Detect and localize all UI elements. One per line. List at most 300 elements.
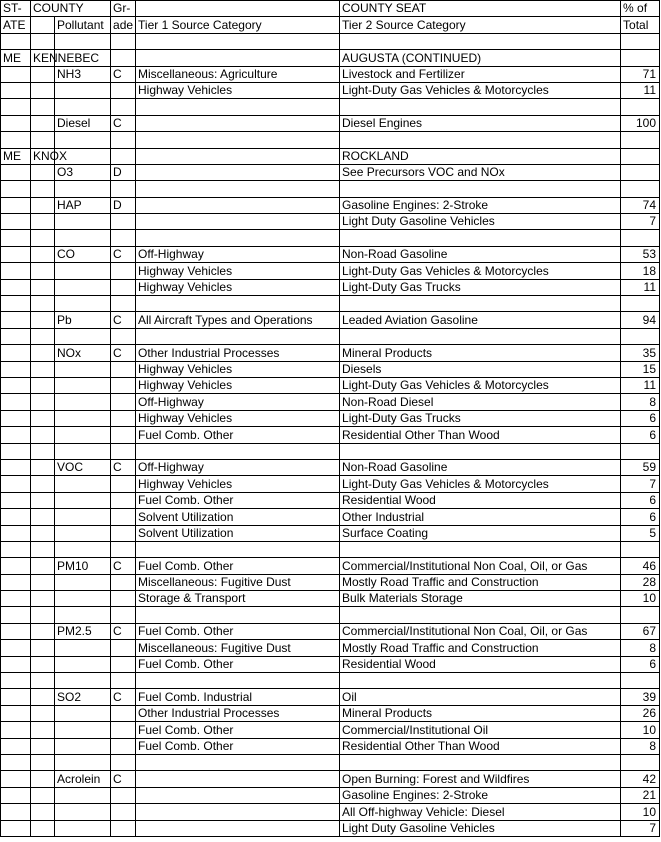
tier1-cell: Tier 1 Source Category (136, 17, 340, 33)
county-cell (31, 541, 55, 557)
county-cell (31, 558, 55, 574)
table-row (1, 410, 660, 426)
tier1-cell: Highway Vehicles (136, 279, 340, 295)
tier1-cell (136, 296, 340, 312)
tier1-cell: Off-Highway (136, 459, 340, 475)
tier1-cell (136, 214, 340, 230)
percent-cell (621, 328, 660, 344)
grade-cell (111, 427, 136, 443)
grade-cell: D (111, 197, 136, 213)
tier2-cell: Light Duty Gasoline Vehicles (340, 214, 621, 230)
grade-cell: C (111, 312, 136, 328)
county-cell: COUNTY (31, 1, 111, 17)
percent-cell: 7 (621, 476, 660, 492)
percent-cell: 21 (621, 787, 660, 803)
pollutant-cell (55, 99, 111, 115)
percent-cell: 100 (621, 115, 660, 131)
county-cell (31, 377, 55, 393)
percent-cell: 28 (621, 574, 660, 590)
percent-cell: 11 (621, 377, 660, 393)
state-cell: ME (1, 148, 31, 164)
tier2-cell: All Off-highway Vehicle: Diesel (340, 804, 621, 820)
state-cell (1, 476, 31, 492)
tier1-cell (136, 148, 340, 164)
tier2-cell: Mostly Road Traffic and Construction (340, 640, 621, 656)
tier2-cell: Light-Duty Gas Vehicles & Motorcycles (340, 476, 621, 492)
tier2-cell: Gasoline Engines: 2-Stroke (340, 787, 621, 803)
table-row (1, 328, 660, 344)
state-cell (1, 787, 31, 803)
state-cell (1, 66, 31, 82)
table-row (1, 689, 660, 705)
tier1-cell: Fuel Comb. Other (136, 722, 340, 738)
table-row (1, 148, 660, 164)
state-cell (1, 296, 31, 312)
tier1-cell: Fuel Comb. Other (136, 623, 340, 639)
grade-cell (111, 394, 136, 410)
pollutant-cell: SO2 (55, 689, 111, 705)
state-cell (1, 377, 31, 393)
state-cell (1, 410, 31, 426)
county-cell (31, 164, 55, 180)
state-cell (1, 33, 31, 49)
tier1-cell (136, 33, 340, 49)
grade-cell (111, 509, 136, 525)
percent-cell (621, 296, 660, 312)
pollutant-cell: Acrolein (55, 771, 111, 787)
state-cell (1, 689, 31, 705)
grade-cell: C (111, 246, 136, 262)
tier1-cell (136, 1, 340, 17)
pollutant-cell (55, 296, 111, 312)
table-row (1, 705, 660, 721)
pollutant-cell (55, 263, 111, 279)
tier2-cell: Non-Road Gasoline (340, 459, 621, 475)
grade-cell (111, 673, 136, 689)
table-row (1, 82, 660, 98)
table-row (1, 541, 660, 557)
pollutant-cell: Diesel (55, 115, 111, 131)
table-row (1, 607, 660, 623)
grade-cell (111, 230, 136, 246)
pollutant-cell (55, 181, 111, 197)
grade-cell (111, 722, 136, 738)
table-row (1, 591, 660, 607)
table-row (1, 132, 660, 148)
percent-cell: 26 (621, 705, 660, 721)
table-row (1, 771, 660, 787)
pollutant-cell (55, 492, 111, 508)
percent-cell: 42 (621, 771, 660, 787)
tier1-cell (136, 771, 340, 787)
tier1-cell: Fuel Comb. Other (136, 492, 340, 508)
pollutant-cell (55, 33, 111, 49)
grade-cell (111, 574, 136, 590)
grade-cell (111, 591, 136, 607)
grade-cell (111, 410, 136, 426)
state-cell (1, 574, 31, 590)
county-cell (31, 345, 55, 361)
grade-cell (111, 541, 136, 557)
grade-cell: C (111, 345, 136, 361)
tier1-cell: Fuel Comb. Other (136, 427, 340, 443)
tier2-cell: Diesels (340, 361, 621, 377)
percent-cell (621, 181, 660, 197)
percent-cell: 8 (621, 738, 660, 754)
percent-cell: 94 (621, 312, 660, 328)
percent-cell (621, 673, 660, 689)
table-row (1, 509, 660, 525)
table-row (1, 427, 660, 443)
percent-cell: 15 (621, 361, 660, 377)
county-cell (31, 476, 55, 492)
county-cell (31, 722, 55, 738)
percent-cell: 8 (621, 640, 660, 656)
tier1-cell: Highway Vehicles (136, 263, 340, 279)
state-cell (1, 673, 31, 689)
table-row (1, 459, 660, 475)
pollutant-cell (55, 640, 111, 656)
tier2-cell: Non-Road Gasoline (340, 246, 621, 262)
grade-cell: C (111, 771, 136, 787)
state-cell (1, 459, 31, 475)
state-cell (1, 246, 31, 262)
tier1-cell (136, 804, 340, 820)
tier1-cell: Off-Highway (136, 394, 340, 410)
table-row (1, 804, 660, 820)
table-row (1, 66, 660, 82)
state-cell (1, 623, 31, 639)
county-cell (31, 640, 55, 656)
county-cell (31, 656, 55, 672)
percent-cell: 7 (621, 214, 660, 230)
pollutant-cell (55, 377, 111, 393)
tier2-cell: Leaded Aviation Gasoline (340, 312, 621, 328)
tier2-cell (340, 541, 621, 557)
state-cell (1, 345, 31, 361)
state-cell (1, 82, 31, 98)
county-cell (31, 623, 55, 639)
pollutant-cell (55, 673, 111, 689)
county-cell (31, 296, 55, 312)
county-cell (31, 738, 55, 754)
table-row (1, 361, 660, 377)
percent-cell: 35 (621, 345, 660, 361)
county-cell (31, 214, 55, 230)
pollutant-cell (55, 574, 111, 590)
percent-cell (621, 164, 660, 180)
tier2-cell (340, 181, 621, 197)
county-cell (31, 17, 55, 33)
percent-cell: Total (621, 17, 660, 33)
percent-cell: 67 (621, 623, 660, 639)
grade-cell (111, 99, 136, 115)
header-row (1, 17, 660, 33)
tier2-cell (340, 132, 621, 148)
county-cell (31, 394, 55, 410)
county-cell (31, 132, 55, 148)
pollutant-cell (55, 394, 111, 410)
grade-cell: Gr- (111, 1, 136, 17)
pollutant-cell: PM10 (55, 558, 111, 574)
table-row (1, 345, 660, 361)
percent-cell: 8 (621, 394, 660, 410)
state-cell (1, 754, 31, 770)
state-cell (1, 558, 31, 574)
tier2-cell: Commercial/Institutional Non Coal, Oil, or Gas (340, 558, 621, 574)
state-cell (1, 525, 31, 541)
state-cell (1, 722, 31, 738)
table-row (1, 673, 660, 689)
tier2-cell: Mineral Products (340, 705, 621, 721)
header-row (1, 1, 660, 17)
table-row (1, 181, 660, 197)
percent-cell (621, 541, 660, 557)
grade-cell: C (111, 459, 136, 475)
state-cell: ATE (1, 17, 31, 33)
county-cell (31, 492, 55, 508)
pollutant-cell (55, 738, 111, 754)
pollutant-cell (55, 476, 111, 492)
tier2-cell: Livestock and Fertilizer (340, 66, 621, 82)
grade-cell (111, 492, 136, 508)
state-cell (1, 99, 31, 115)
tier2-cell: Light-Duty Gas Vehicles & Motorcycles (340, 263, 621, 279)
percent-cell: 53 (621, 246, 660, 262)
tier2-cell (340, 328, 621, 344)
tier1-cell (136, 230, 340, 246)
county-cell (31, 66, 55, 82)
grade-cell (111, 263, 136, 279)
county-cell: KNOX (31, 148, 55, 164)
state-cell (1, 164, 31, 180)
county-cell (31, 361, 55, 377)
tier1-cell: Highway Vehicles (136, 377, 340, 393)
tier1-cell (136, 50, 340, 66)
percent-cell: 6 (621, 427, 660, 443)
percent-cell: 10 (621, 591, 660, 607)
grade-cell (111, 656, 136, 672)
percent-cell: 11 (621, 82, 660, 98)
tier2-cell: Mostly Road Traffic and Construction (340, 574, 621, 590)
tier2-cell (340, 607, 621, 623)
tier2-cell: Commercial/Institutional Non Coal, Oil, or Gas (340, 623, 621, 639)
table-row (1, 377, 660, 393)
table-row (1, 754, 660, 770)
state-cell (1, 656, 31, 672)
grade-cell (111, 640, 136, 656)
table-row (1, 394, 660, 410)
tier1-cell (136, 99, 340, 115)
state-cell (1, 541, 31, 557)
state-cell (1, 263, 31, 279)
state-cell (1, 312, 31, 328)
percent-cell: 10 (621, 804, 660, 820)
table-row (1, 263, 660, 279)
table-row (1, 656, 660, 672)
state-cell (1, 394, 31, 410)
county-cell (31, 705, 55, 721)
state-cell (1, 132, 31, 148)
tier1-cell: Other Industrial Processes (136, 345, 340, 361)
percent-cell: 10 (621, 722, 660, 738)
county-cell (31, 181, 55, 197)
table-row (1, 214, 660, 230)
tier2-cell: See Precursors VOC and NOx (340, 164, 621, 180)
tier1-cell: Highway Vehicles (136, 82, 340, 98)
table-row (1, 476, 660, 492)
pollutant-cell (55, 443, 111, 459)
county-cell (31, 673, 55, 689)
tier2-cell: Bulk Materials Storage (340, 591, 621, 607)
tier1-cell: Solvent Utilization (136, 509, 340, 525)
table-row (1, 558, 660, 574)
county-cell (31, 230, 55, 246)
state-cell (1, 820, 31, 836)
tier2-cell (340, 754, 621, 770)
tier1-cell (136, 181, 340, 197)
grade-cell (111, 443, 136, 459)
percent-cell (621, 99, 660, 115)
state-cell (1, 427, 31, 443)
pollutant-cell: NH3 (55, 66, 111, 82)
grade-cell: C (111, 558, 136, 574)
pollutant-cell (55, 279, 111, 295)
percent-cell: 6 (621, 656, 660, 672)
tier2-cell: Residential Other Than Wood (340, 427, 621, 443)
county-cell (31, 279, 55, 295)
grade-cell (111, 476, 136, 492)
tier1-cell: Miscellaneous: Fugitive Dust (136, 640, 340, 656)
state-cell (1, 640, 31, 656)
percent-cell (621, 148, 660, 164)
state-cell: ST- (1, 1, 31, 17)
tier2-cell: Diesel Engines (340, 115, 621, 131)
pollutant-cell: HAP (55, 197, 111, 213)
table-row (1, 738, 660, 754)
tier2-cell: Residential Wood (340, 492, 621, 508)
percent-cell: 6 (621, 492, 660, 508)
percent-cell (621, 754, 660, 770)
county-cell: KENNEBEC (31, 50, 55, 66)
state-cell (1, 607, 31, 623)
percent-cell: 46 (621, 558, 660, 574)
grade-cell (111, 181, 136, 197)
county-cell (31, 82, 55, 98)
state-cell (1, 115, 31, 131)
state-cell (1, 279, 31, 295)
tier2-cell: Gasoline Engines: 2-Stroke (340, 197, 621, 213)
tier1-cell: Storage & Transport (136, 591, 340, 607)
tier1-cell: Miscellaneous: Agriculture (136, 66, 340, 82)
percent-cell (621, 607, 660, 623)
tier2-cell: Light-Duty Gas Vehicles & Motorcycles (340, 82, 621, 98)
tier2-cell: Commercial/Institutional Oil (340, 722, 621, 738)
tier1-cell: Solvent Utilization (136, 525, 340, 541)
county-cell (31, 427, 55, 443)
state-cell: ME (1, 50, 31, 66)
tier1-cell (136, 164, 340, 180)
tier1-cell: Fuel Comb. Other (136, 656, 340, 672)
county-cell (31, 754, 55, 770)
pollutant-cell: VOC (55, 459, 111, 475)
grade-cell (111, 738, 136, 754)
state-cell (1, 591, 31, 607)
grade-cell (111, 361, 136, 377)
tier1-cell (136, 328, 340, 344)
tier2-cell (340, 296, 621, 312)
grade-cell (111, 296, 136, 312)
table-row (1, 787, 660, 803)
county-cell (31, 459, 55, 475)
tier1-cell: Other Industrial Processes (136, 705, 340, 721)
pollutant-cell (55, 509, 111, 525)
tier1-cell (136, 787, 340, 803)
pollutant-cell: CO (55, 246, 111, 262)
grade-cell (111, 804, 136, 820)
tier2-cell: COUNTY SEAT (340, 1, 621, 17)
pollutant-cell (55, 132, 111, 148)
county-cell (31, 689, 55, 705)
table-row (1, 296, 660, 312)
grade-cell (111, 132, 136, 148)
grade-cell (111, 50, 136, 66)
state-cell (1, 328, 31, 344)
tier1-cell (136, 132, 340, 148)
county-cell (31, 591, 55, 607)
pollutant-cell: NOx (55, 345, 111, 361)
grade-cell (111, 705, 136, 721)
table-row (1, 99, 660, 115)
tier1-cell (136, 607, 340, 623)
table-row (1, 197, 660, 213)
grade-cell: C (111, 66, 136, 82)
tier2-cell: Open Burning: Forest and Wildfires (340, 771, 621, 787)
tier1-cell (136, 197, 340, 213)
county-cell (31, 246, 55, 262)
county-cell (31, 525, 55, 541)
grade-cell (111, 377, 136, 393)
grade-cell: D (111, 164, 136, 180)
tier2-cell (340, 33, 621, 49)
grade-cell: ade (111, 17, 136, 33)
county-cell (31, 99, 55, 115)
state-cell (1, 214, 31, 230)
tier2-cell: Oil (340, 689, 621, 705)
county-cell (31, 312, 55, 328)
pollutant-cell: Pollutant (55, 17, 111, 33)
tier2-cell (340, 443, 621, 459)
table-row (1, 279, 660, 295)
county-cell (31, 607, 55, 623)
tier2-cell (340, 230, 621, 246)
percent-cell: 59 (621, 459, 660, 475)
tier1-cell (136, 673, 340, 689)
county-cell (31, 820, 55, 836)
table-row (1, 640, 660, 656)
pollutant-cell (55, 705, 111, 721)
grade-cell (111, 214, 136, 230)
pollutant-cell (55, 361, 111, 377)
county-cell (31, 263, 55, 279)
percent-cell: 7 (621, 820, 660, 836)
tier1-cell: Miscellaneous: Fugitive Dust (136, 574, 340, 590)
grade-cell (111, 525, 136, 541)
county-cell (31, 574, 55, 590)
grade-cell (111, 148, 136, 164)
pollutant-cell (55, 214, 111, 230)
pollutant-cell: PM2.5 (55, 623, 111, 639)
